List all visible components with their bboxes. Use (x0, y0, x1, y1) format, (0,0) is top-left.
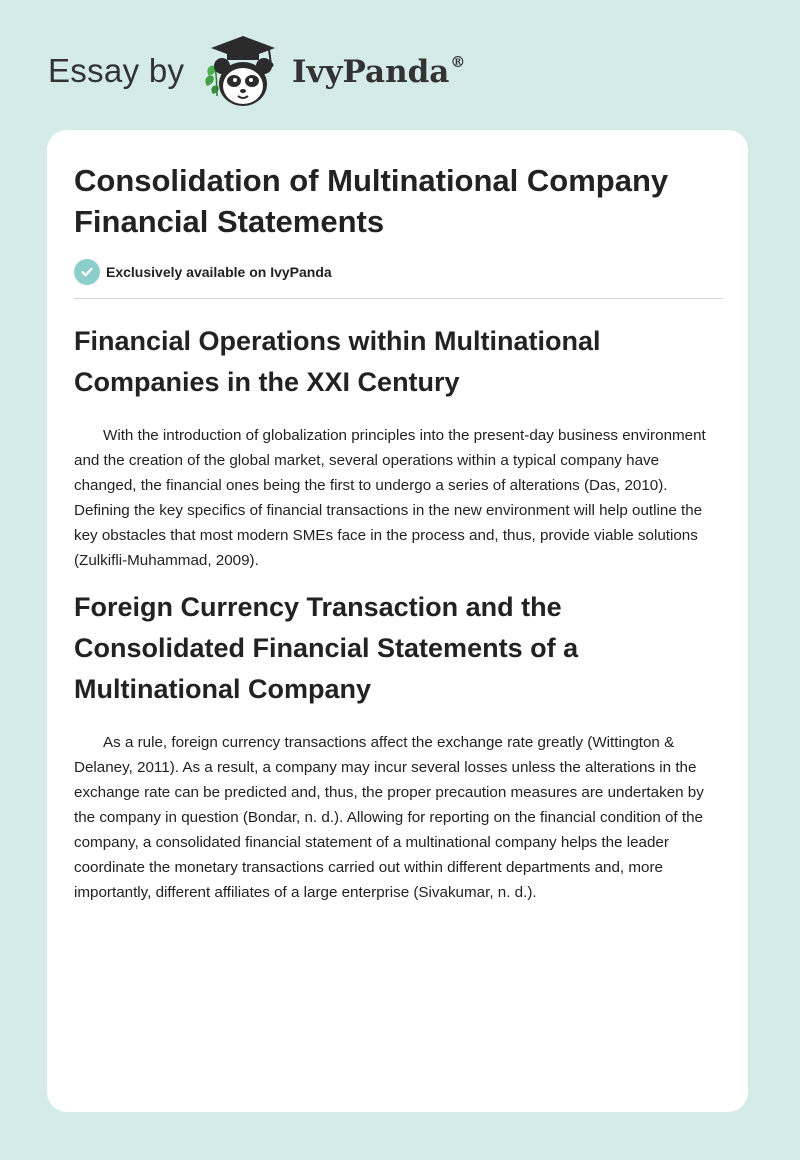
panda-graduate-logo-icon (203, 34, 283, 112)
section-paragraph-financial-operations: With the introduction of globalization principles into the present-day business environment and the creation of the global market, several operations within a typical company have changed, the financial ones being the first to undergo a series of alterations (Das, 2010). Defining the key specifics of financial transactions in the new environment will help outline the key obstacles that most modern SMEs face in the process and, thus, provide viable solutions (Zulkifli-Muhammad, 2009). (74, 427, 706, 569)
article-content (74, 160, 723, 905)
brand-prefix: Essay by (48, 52, 185, 89)
article-title: Consolidation of Multinational Company Financial Statements (74, 163, 669, 239)
registered-mark: ® (450, 52, 466, 71)
brand-name: IvyPanda® (292, 52, 466, 90)
title-divider (74, 298, 723, 299)
section-heading-financial-operations: Financial Operations within Multinational Companies in the XXI Century (74, 326, 601, 397)
site-brand[interactable] (48, 34, 488, 114)
article-card (47, 130, 748, 1112)
section-heading-foreign-currency: Foreign Currency Transaction and the Consolidated Financial Statements of a Multinational Company (74, 592, 579, 704)
exclusive-badge-text: Exclusively available on IvyPanda (106, 264, 332, 280)
section-paragraph-foreign-currency: As a rule, foreign currency transactions affect the exchange rate greatly (Wittington & Delaney, 2011). As a result, a company may incur several losses unless the alterations in the exchange rate can be predicted and, thus, the proper precaution measures are undertaken by the company in question (Bondar, n. d.). Allowing for reporting on the financial condition of the company, a consolidated financial statement of a multinational company helps the leader coordinate the monetary transactions carried out within different departments and, more importantly, different affiliates of a large enterprise (Sivakumar, n. d.). (74, 734, 704, 901)
exclusive-badge (74, 258, 723, 286)
check-circle-icon (74, 259, 100, 285)
